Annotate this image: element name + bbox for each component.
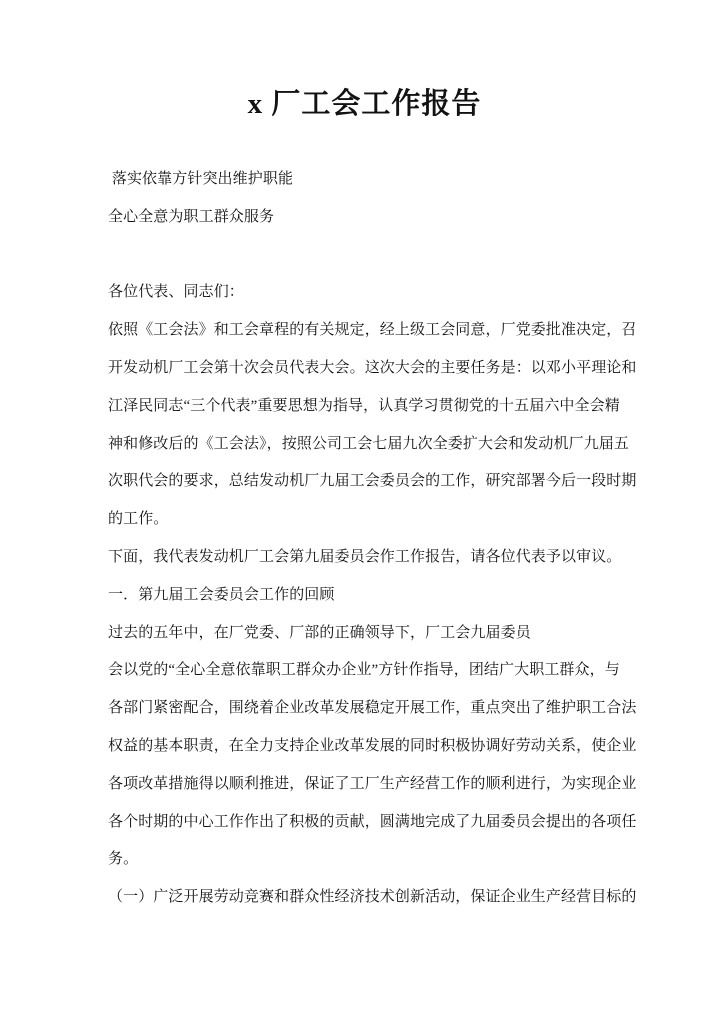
text-line: 各个时期的中心工作作出了积极的贡献，圆满地完成了九届委员会提出的各项任 <box>108 813 637 830</box>
text-line: 各项改革措施得以顺利推进，保证了工厂生产经营工作的顺利进行，为实现企业 <box>108 775 637 792</box>
text-line: 次职代会的要求，总结发动机厂九届工会委员会的工作，研究部署今后一段时期 <box>108 473 637 490</box>
text-line: 务。 <box>108 851 139 868</box>
text-line: 神和修改后的《工会法》，按照公司工会七届九次全委扩大会和发动机厂九届五 <box>108 435 630 452</box>
text-line: 落实依靠方针突出维护职能 <box>108 171 294 187</box>
text-line: 全心全意为职工群众服务 <box>108 208 275 225</box>
text-line: 下面，我代表发动机厂工会第九届委员会作工作报告，请各位代表予以审议。 <box>108 548 622 565</box>
blank-line <box>108 237 621 275</box>
text-line: 过去的五年中，在厂党委、厂部的正确领导下，厂工会九届委员 <box>108 624 531 641</box>
text-line: （一）广泛开展劳动竞赛和群众性经济技术创新活动，保证企业生产经营目标的 <box>108 889 637 906</box>
text-line: 开发动机厂工会第十次会员代表大会。这次大会的主要任务是：以邓小平理论和 <box>108 359 637 376</box>
text-line: 的工作。 <box>108 511 169 528</box>
text-line: 江泽民同志“三个代表”重要思想为指导，认真学习贯彻党的十五届六中全会精 <box>108 397 620 414</box>
text-line: 会以党的“全心全意依靠职工群众办企业”方针作指导，团结广大职工群众，与 <box>108 662 620 679</box>
text-line: 各位代表、同志们： <box>108 284 244 301</box>
text-line: 权益的基本职责，在全力支持企业改革发展的同时积极协调好劳动关系，使企业 <box>108 737 637 754</box>
text-line: 依照《工会法》和工会章程的有关规定，经上级工会同意，厂党委批准决定，召 <box>108 322 637 339</box>
text-line: 一．第九届工会委员会工作的回顾 <box>108 586 335 603</box>
document-body <box>108 161 637 917</box>
document-title: x 厂工会工作报告 <box>247 88 482 120</box>
text-line: 各部门紧密配合，围绕着企业改革发展稳定开展工作，重点突出了维护职工合法 <box>108 700 637 717</box>
